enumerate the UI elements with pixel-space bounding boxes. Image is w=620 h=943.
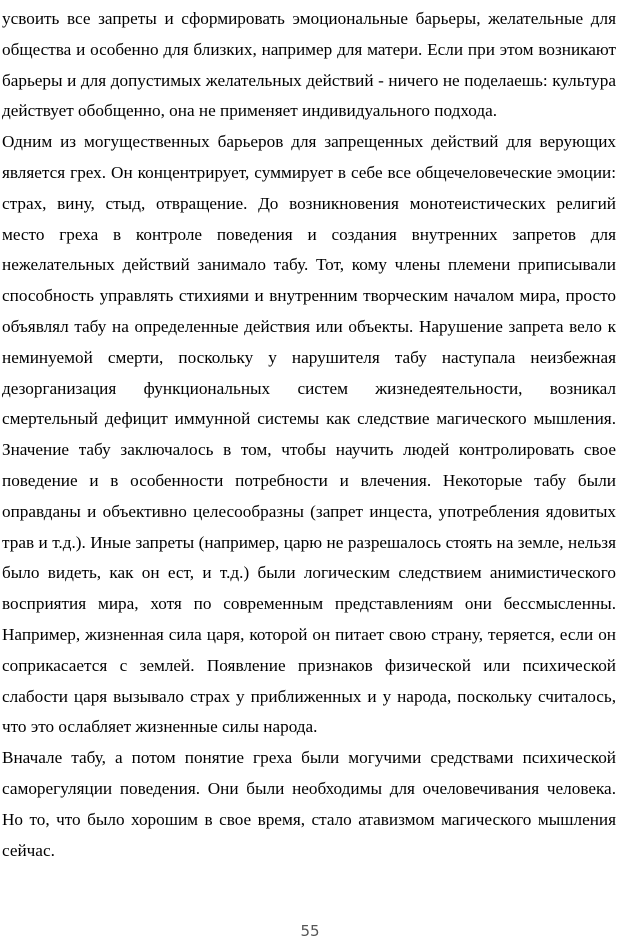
body-text	[2, 4, 616, 866]
paragraph-3: Вначале табу, а потом понятие греха были могучими средствами психической саморегуляции поведения. Они были необходимы для очеловечивания человека. Но то, что было хорошим в свое время, стало атавизмом магического мышления сейчас.	[2, 748, 616, 860]
page-number: 55	[300, 922, 320, 940]
paragraph-1: усвоить все запреты и сформировать эмоциональные барьеры, желательные для общества и особенно для близких, например для матери. Если при этом возникают барьеры и для допустимых желательных действий - ничего не поделаешь: культура действует обобщенно, она не применяет индивидуального подхода.	[2, 9, 616, 121]
paragraph-2: Одним из могущественных барьеров для запрещенных действий для верующих является грех. Он концентрирует, суммирует в себе все общечеловеческие эмоции: страх, вину, стыд, отвращение. До возникновения монотеистических религий место греха в контроле поведения и создания внутренних запретов для нежелательных действий занимало табу. Тот, кому члены племени приписывали способность управлять стихиями и внутренним творческим началом мира, просто объявлял табу на определенные действия или объекты. Нарушение запрета вело к неминуемой смерти, поскольку у нарушителя табу наступала неизбежная дезорганизация функциональных систем жизнедеятельности, возникал смертельный дефицит иммунной системы как следствие магического мышления. Значение табу заключалось в том, чтобы научить людей контролировать свое поведение и в особенности потребности и влечения. Некоторые табу были оправданы и объективно целесообразны (запрет инцеста, употребления ядовитых трав и т.д.). Иные запреты (например, царю не разрешалось стоять на земле, нельзя было видеть, как он ест, и т.д.) были логическим следствием анимистического восприятия мира, хотя по современным представлениям они бессмысленны. Например, жизненная сила царя, которой он питает свою страну, теряется, если он соприкасается с землей. Появление признаков физической или психической слабости царя вызывало страх у приближенных и у народа, поскольку считалось, что это ослабляет жизненные силы народа.	[2, 132, 616, 737]
